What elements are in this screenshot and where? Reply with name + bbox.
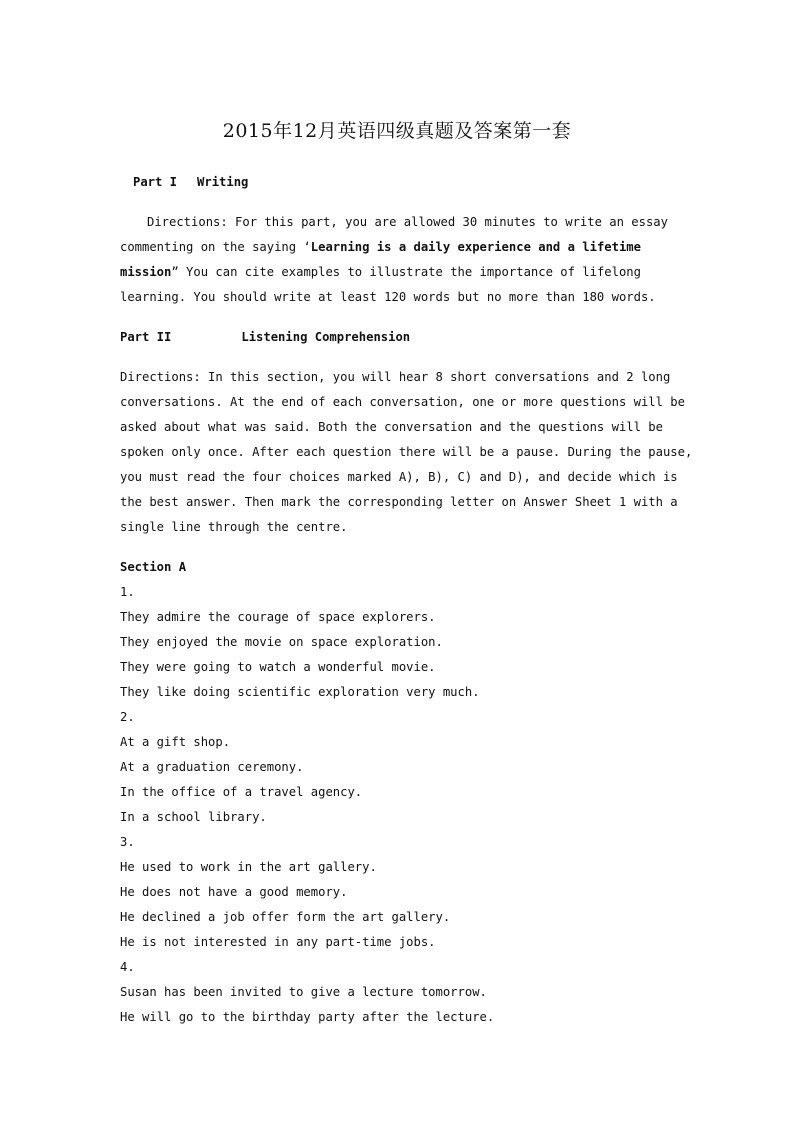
part1-directions-line	[120, 239, 641, 255]
answer-option: They enjoyed the movie on space exploration.	[120, 635, 443, 649]
directions-text: ” You can cite examples to illustrate the importance of lifelong	[171, 265, 641, 279]
page-title: 2015年12月英语四级真题及答案第一套	[222, 120, 572, 142]
answer-option: At a gift shop.	[120, 735, 231, 749]
part2-directions-line: asked about what was said. Both the conversation and the questions will be	[120, 420, 663, 434]
part2-directions-line: single line through the centre.	[120, 520, 348, 534]
answer-option: In a school library.	[120, 810, 267, 824]
section-a-heading: Section A	[120, 560, 187, 574]
answer-option: He is not interested in any part-time jobs.	[120, 935, 436, 949]
part2-directions-line: the best answer. Then mark the corresponding letter on Answer Sheet 1 with a	[120, 495, 678, 509]
question-number: 1.	[120, 585, 135, 599]
part1-directions-line: Directions: For this part, you are allowed 30 minutes to write an essay	[147, 215, 668, 229]
answer-option: He will go to the birthday party after the lecture.	[120, 1010, 495, 1024]
part1-heading	[133, 174, 248, 190]
part2-name: Listening Comprehension	[241, 330, 411, 344]
question-number: 3.	[120, 835, 135, 849]
answer-option: At a graduation ceremony.	[120, 760, 304, 774]
answer-option: They like doing scientific exploration very much.	[120, 685, 480, 699]
part1-directions-line	[120, 264, 641, 280]
quoted-saying: Learning is a daily experience and a lifetime	[310, 240, 641, 254]
answer-option: They admire the courage of space explorers.	[120, 610, 436, 624]
answer-option: He does not have a good memory.	[120, 885, 348, 899]
answer-option: In the office of a travel agency.	[120, 785, 363, 799]
question-number: 4.	[120, 960, 135, 974]
part2-directions-line: you must read the four choices marked A), B), C) and D), and decide which is	[120, 470, 678, 484]
part2-directions-line: spoken only once. After each question there will be a pause. During the pause,	[120, 445, 693, 459]
question-number: 2.	[120, 710, 135, 724]
part1-label: Part I	[133, 175, 178, 189]
answer-option: He declined a job offer form the art gallery.	[120, 910, 451, 924]
answer-option: They were going to watch a wonderful movie.	[120, 660, 436, 674]
part2-label: Part II	[120, 330, 172, 344]
answer-option: Susan has been invited to give a lecture tomorrow.	[120, 985, 487, 999]
answer-option: He used to work in the art gallery.	[120, 860, 377, 874]
directions-text: commenting on the saying ‘	[120, 240, 311, 254]
part2-directions-line: Directions: In this section, you will hear 8 short conversations and 2 long	[120, 370, 671, 384]
part1-directions-line: learning. You should write at least 120 words but no more than 180 words.	[120, 290, 656, 304]
part2-directions-line: conversations. At the end of each conversation, one or more questions will be	[120, 395, 685, 409]
quoted-saying: mission	[120, 265, 172, 279]
part2-heading	[120, 329, 410, 345]
part1-name: Writing	[197, 175, 249, 189]
